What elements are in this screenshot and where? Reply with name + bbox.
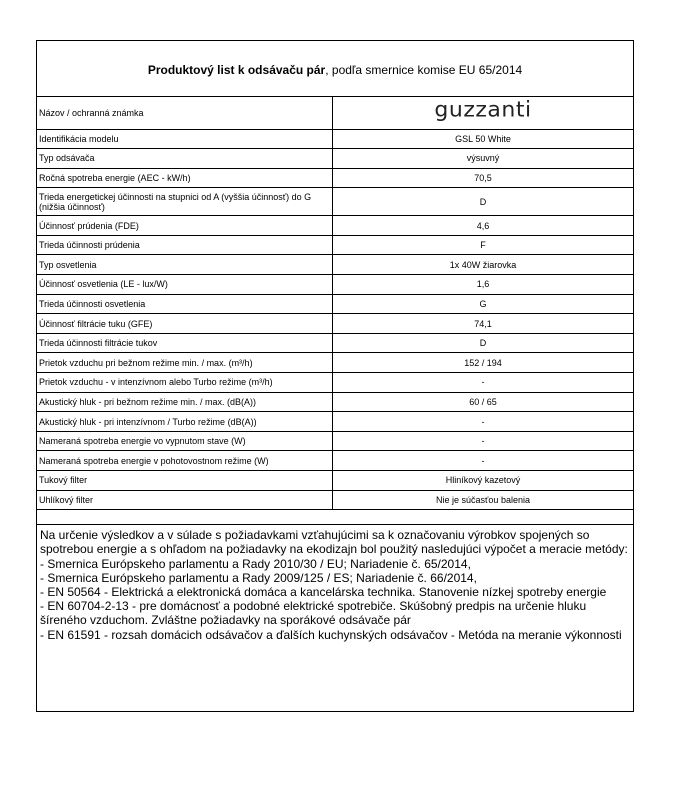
- table-row: [37, 333, 633, 353]
- row-value: -: [333, 451, 634, 471]
- row-label: Názov / ochranná známka: [37, 97, 333, 129]
- row-value: F: [333, 235, 634, 255]
- table-row: [37, 168, 633, 188]
- note-line: - EN 50564 - Elektrická a elektronická domáca a kancelárska technika. Stanovenie nízkej spotreby energie: [40, 585, 607, 599]
- table-row: [37, 188, 633, 216]
- table-row: [37, 255, 633, 275]
- row-value: D: [333, 333, 634, 353]
- table-row: [37, 97, 633, 129]
- row-value: 70,5: [333, 168, 634, 188]
- table-row: [37, 129, 633, 149]
- row-value: 152 / 194: [333, 353, 634, 373]
- row-label: Typ odsávača: [37, 149, 333, 169]
- methods-notes: [37, 525, 633, 645]
- note-line: - EN 60704-2-13 - pre domácnosť a podobné elektrické spotrebiče. Skúšobný predpis na určenie hluku šíreného vzduchom. Zvláštne požiadavky na sporákové odsávače pár: [40, 599, 587, 628]
- row-value: výsuvný: [333, 149, 634, 169]
- table-row: [37, 275, 633, 295]
- row-value: Hliníkový kazetový: [333, 471, 634, 491]
- brand-cell: [333, 97, 634, 129]
- row-label: Identifikácia modelu: [37, 129, 333, 149]
- row-value: 1x 40W žiarovka: [333, 255, 634, 275]
- row-value: 60 / 65: [333, 392, 634, 412]
- row-label: Trieda energetickej účinnosti na stupnici od A (vyššia účinnosť) do G (nižšia účinnosť): [37, 188, 333, 216]
- row-label: Účinnosť osvetlenia (LE - lux/W): [37, 275, 333, 295]
- row-label: Uhlíkový filter: [37, 490, 333, 510]
- section-spacer: [37, 510, 633, 525]
- table-row: [37, 314, 633, 334]
- table-row: [37, 431, 633, 451]
- table-row: [37, 294, 633, 314]
- row-value: D: [333, 188, 634, 216]
- row-label: Akustický hluk - pri intenzívnom / Turbo režime (dB(A)): [37, 412, 333, 432]
- table-row: [37, 216, 633, 236]
- note-line: - Smernica Európskeho parlamentu a Rady 2009/125 / ES; Nariadenie č. 66/2014,: [40, 570, 477, 585]
- table-row: [37, 235, 633, 255]
- row-label: Nameraná spotreba energie vo vypnutom stave (W): [37, 431, 333, 451]
- row-value: Nie je súčasťou balenia: [333, 490, 634, 510]
- product-sheet: [36, 40, 634, 712]
- row-label: Trieda účinnosti prúdenia: [37, 235, 333, 255]
- row-value: 74,1: [333, 314, 634, 334]
- note-line: - Smernica Európskeho parlamentu a Rady 2010/30 / EU; Nariadenie č. 65/2014,: [40, 556, 471, 571]
- table-row: [37, 451, 633, 471]
- row-value: -: [333, 373, 634, 393]
- table-row: [37, 353, 633, 373]
- row-value: 1,6: [333, 275, 634, 295]
- title-rest: , podľa smernice komise EU 65/2014: [325, 62, 523, 77]
- row-label: Účinnosť filtrácie tuku (GFE): [37, 314, 333, 334]
- table-row: [37, 392, 633, 412]
- row-label: Účinnosť prúdenia (FDE): [37, 216, 333, 236]
- table-row: [37, 490, 633, 510]
- table-row: [37, 412, 633, 432]
- title-bold: Produktový list k odsávaču pár: [147, 62, 326, 77]
- row-label: Nameraná spotreba energie v pohotovostnom režime (W): [37, 451, 333, 471]
- row-value: G: [333, 294, 634, 314]
- row-label: Ročná spotreba energie (AEC - kW/h): [37, 168, 333, 188]
- note-line: - EN 61591 - rozsah domácich odsávačov a ďalších kuchynských odsávačov - Metóda na meranie výkonnosti: [40, 627, 622, 642]
- note-line: Na určenie výsledkov a v súlade s požiadavkami vzťahujúcimi sa k označovaniu výrobkov spojených so spotrebou energie a s ohľadom na požiadavky na ekodizajn bol použitý nasledujúci výpočet a meracie metódy:: [40, 528, 628, 557]
- row-label: Typ osvetlenia: [37, 255, 333, 275]
- row-label: Trieda účinnosti osvetlenia: [37, 294, 333, 314]
- row-label: Prietok vzduchu pri bežnom režime min. / max. (m³/h): [37, 353, 333, 373]
- row-label: Tukový filter: [37, 471, 333, 491]
- row-label: Prietok vzduchu - v intenzívnom alebo Turbo režime (m³/h): [37, 373, 333, 393]
- page-title: [37, 41, 633, 97]
- table-row: [37, 471, 633, 491]
- row-value: 4,6: [333, 216, 634, 236]
- row-value: -: [333, 431, 634, 451]
- row-value: GSL 50 White: [333, 129, 634, 149]
- brand-logo: guzzanti: [434, 98, 532, 123]
- row-label: Akustický hluk - pri bežnom režime min. / max. (dB(A)): [37, 392, 333, 412]
- spec-table: [37, 97, 633, 510]
- table-row: [37, 373, 633, 393]
- row-value: -: [333, 412, 634, 432]
- table-row: [37, 149, 633, 169]
- row-label: Trieda účinnosti filtrácie tukov: [37, 333, 333, 353]
